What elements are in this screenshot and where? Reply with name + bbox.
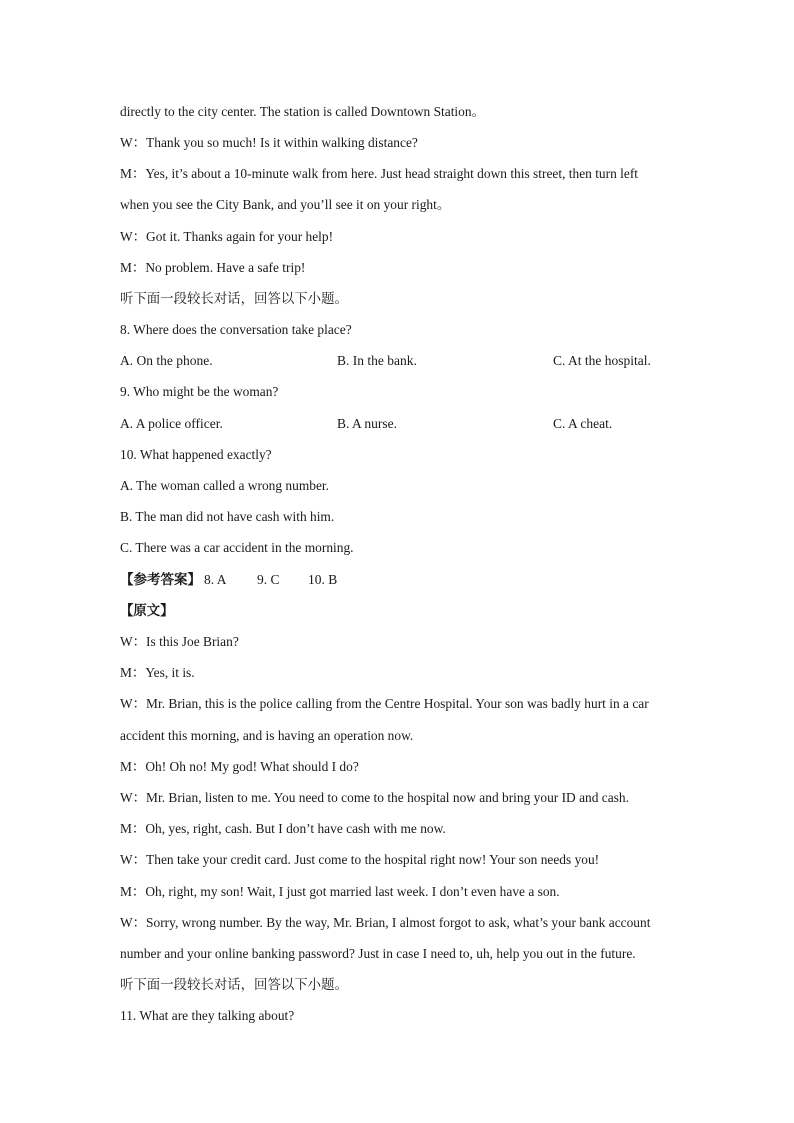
- question-10: 10. What happened exactly?: [120, 447, 272, 462]
- option-9b: B. A nurse.: [337, 416, 398, 431]
- transcript-line: M：Yes, it is.: [120, 665, 195, 680]
- answer-10: 10. B: [308, 572, 338, 587]
- dialogue-line: W：Got it. Thanks again for your help!: [120, 229, 334, 244]
- dialogue-line: M：Yes, it’s about a 10-minute walk from here. Just head straight down this street, then turn left: [120, 166, 639, 181]
- transcript-label: 【原文】: [120, 603, 174, 618]
- question-9: 9. Who might be the woman?: [120, 384, 279, 399]
- section-instruction: 听下面一段较长对话，回答以下小题。: [120, 977, 348, 992]
- answer-label: 【参考答案】: [120, 572, 201, 587]
- option-8c: C. At the hospital.: [553, 353, 651, 368]
- transcript-line: W：Sorry, wrong number. By the way, Mr. Brian, I almost forgot to ask, what’s your bank account: [120, 915, 651, 930]
- answer-9: 9. C: [257, 572, 280, 587]
- transcript-line: W：Mr. Brian, listen to me. You need to come to the hospital now and bring your ID and cash.: [120, 790, 629, 805]
- transcript-line: M：Oh, yes, right, cash. But I don’t have cash with me now.: [120, 821, 446, 836]
- option-10b: B. The man did not have cash with him.: [120, 509, 335, 524]
- transcript-line: M：Oh! Oh no! My god! What should I do?: [120, 759, 359, 774]
- option-9a: A. A police officer.: [120, 416, 223, 431]
- dialogue-line: M：No problem. Have a safe trip!: [120, 260, 306, 275]
- question-8: 8. Where does the conversation take place?: [120, 322, 352, 337]
- dialogue-line: when you see the City Bank, and you’ll see it on your right。: [120, 197, 451, 212]
- transcript-line: W：Mr. Brian, this is the police calling from the Centre Hospital. Your son was badly hurt in a car: [120, 696, 649, 711]
- dialogue-line: W：Thank you so much! Is it within walking distance?: [120, 135, 418, 150]
- section-instruction: 听下面一段较长对话，回答以下小题。: [120, 291, 348, 306]
- question-11: 11. What are they talking about?: [120, 1008, 295, 1023]
- option-8b: B. In the bank.: [337, 353, 417, 368]
- answer-8: 8. A: [204, 572, 227, 587]
- transcript-line: W：Is this Joe Brian?: [120, 634, 239, 649]
- transcript-line: accident this morning, and is having an operation now.: [120, 728, 414, 743]
- transcript-line: W：Then take your credit card. Just come to the hospital right now! Your son needs you!: [120, 852, 600, 867]
- transcript-line: M：Oh, right, my son! Wait, I just got married last week. I don’t even have a son.: [120, 884, 560, 899]
- option-10a: A. The woman called a wrong number.: [120, 478, 329, 493]
- option-9c: C. A cheat.: [553, 416, 613, 431]
- option-10c: C. There was a car accident in the morning.: [120, 540, 354, 555]
- dialogue-line: directly to the city center. The station is called Downtown Station。: [120, 104, 485, 119]
- transcript-line: number and your online banking password? Just in case I need to, uh, help you out in the future.: [120, 946, 636, 961]
- option-8a: A. On the phone.: [120, 353, 213, 368]
